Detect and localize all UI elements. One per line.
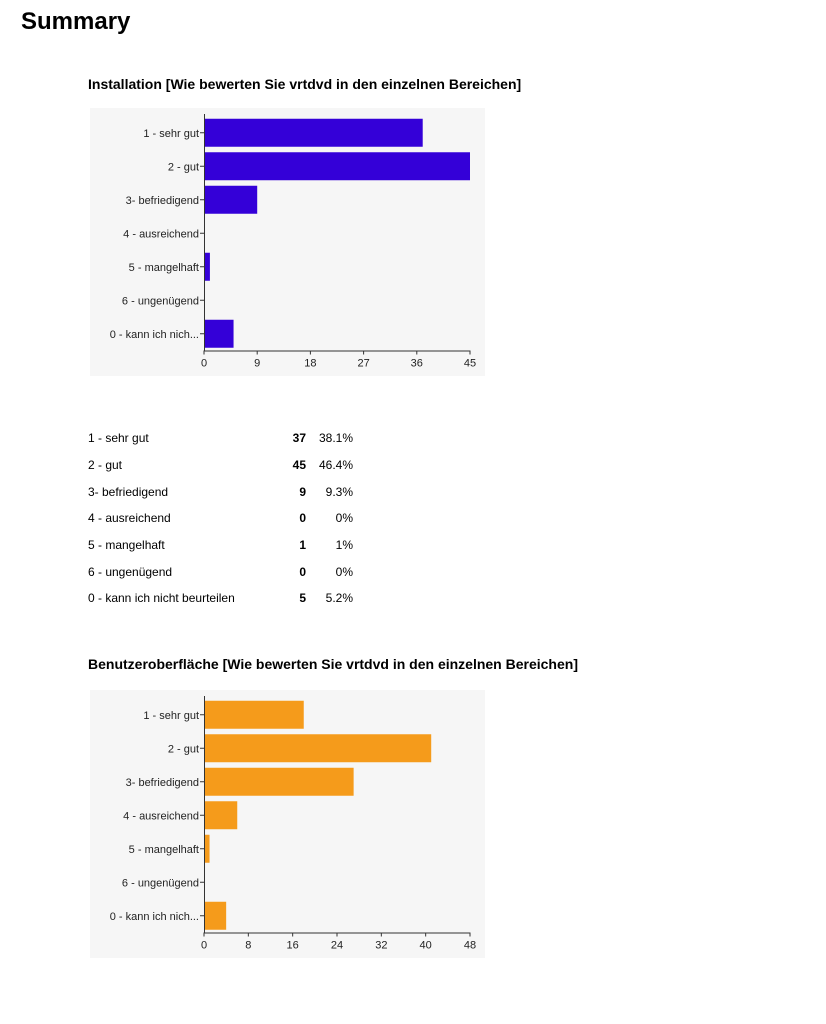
y-tick-label: 6 - ungenügend [121,877,199,890]
bar [205,801,237,829]
row-label: 5 - mangelhaft [88,538,165,553]
bar [205,320,234,348]
row-label: 1 - sehr gut [88,431,149,446]
y-tick-label: 4 - ausreichend [123,810,199,823]
y-tick-label: 2 - gut [167,161,199,174]
y-tick-label: 1 - sehr gut [143,127,199,140]
row-count: 0 [299,511,306,526]
row-percent: 38.1% [318,431,353,446]
y-tick-label: 0 - kann ich nich... [109,910,199,923]
y-tick-label: 2 - gut [167,743,199,756]
y-tick-label: 6 - ungenügend [121,295,199,308]
x-tick-label: 27 [357,357,370,370]
y-tick-label: 4 - ausreichend [123,228,199,241]
row-count: 5 [299,591,306,606]
x-tick-label: 0 [200,357,208,370]
row-count: 37 [292,431,306,446]
bar [205,902,226,930]
bar [205,119,423,147]
y-tick-label: 3- befriedigend [125,776,199,789]
y-tick-label: 3- befriedigend [125,194,199,207]
page-title: Summary [21,8,131,35]
row-percent: 1% [335,538,353,553]
row-label: 0 - kann ich nicht beurteilen [88,591,235,606]
row-percent: 0% [335,564,353,579]
y-tick-label: 5 - mangelhaft [128,843,199,856]
row-label: 2 - gut [88,458,123,473]
installation-question-title: Installation [Wie bewerten Sie vrtdvd in den einzelnen Bereichen] [88,76,522,92]
table-row [88,478,353,505]
x-tick-label: 16 [286,939,299,952]
bar [205,152,470,180]
row-percent: 9.3% [325,484,353,499]
row-count: 9 [299,484,306,499]
x-tick-label: 24 [330,939,344,952]
bar [205,253,210,281]
row-count: 45 [292,458,306,473]
installation-bar-chart [80,108,500,378]
benutzeroberflaeche-bar-chart [80,690,500,960]
row-percent: 46.4% [318,458,353,473]
row-label: 6 - ungenügend [88,564,173,579]
x-tick-label: 40 [419,939,432,952]
row-count: 1 [299,538,306,553]
row-percent: 0% [335,511,353,526]
x-tick-label: 18 [304,357,317,370]
table-row [88,558,353,585]
x-tick-label: 36 [410,357,423,370]
x-tick-label: 8 [245,939,252,952]
y-tick-label: 0 - kann ich nich... [109,328,199,341]
y-tick-label: 1 - sehr gut [143,709,199,722]
x-tick-label: 9 [254,357,261,370]
bar [205,734,431,762]
row-label: 4 - ausreichend [88,511,171,526]
bar [205,835,210,863]
bar [205,701,304,729]
x-tick-label: 48 [463,939,477,952]
x-tick-label: 45 [463,357,477,370]
row-label: 3- befriedigend [88,484,169,499]
row-percent: 5.2% [325,591,353,606]
row-count: 0 [299,564,306,579]
x-tick-label: 32 [375,939,388,952]
y-tick-label: 5 - mangelhaft [128,261,199,274]
table-row [88,505,353,532]
table-row [88,425,353,452]
bar [205,186,257,214]
table-row [88,532,353,559]
bar [205,768,354,796]
table-row [88,585,353,612]
table-row [88,452,353,479]
x-tick-label: 0 [200,939,208,952]
installation-results-table [88,425,353,612]
benutzeroberflaeche-question-title: Benutzeroberfläche [Wie bewerten Sie vrtdvd in den einzelnen Bereichen] [88,656,578,672]
